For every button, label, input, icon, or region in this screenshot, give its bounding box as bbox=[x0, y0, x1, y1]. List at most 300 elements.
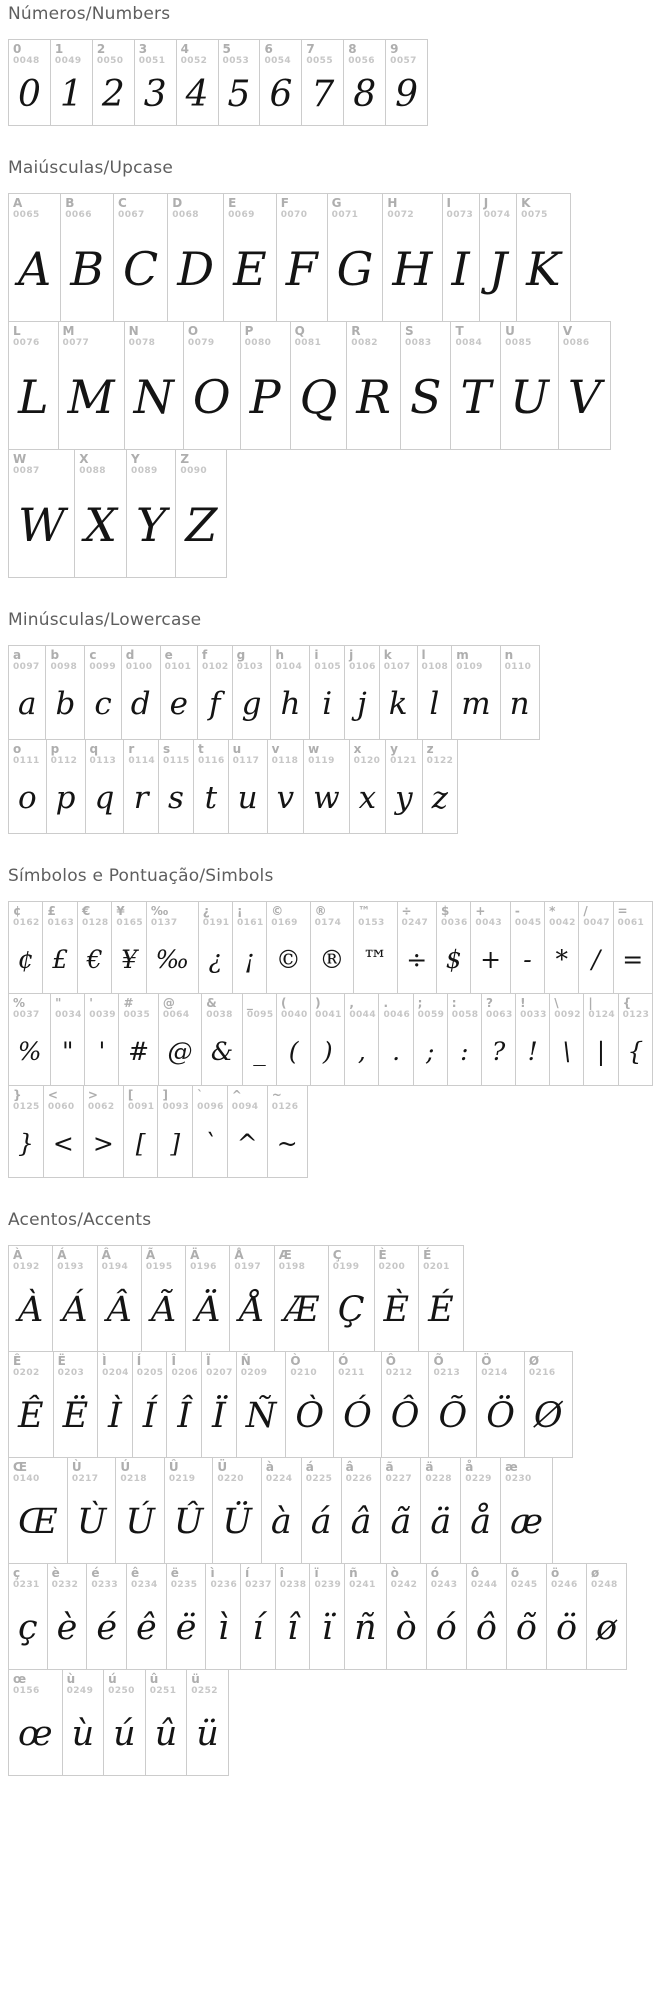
char-label: N bbox=[128, 324, 139, 338]
char-glyph: X bbox=[84, 498, 118, 552]
char-cell bbox=[343, 39, 386, 126]
char-label: P bbox=[244, 324, 254, 338]
char-cell bbox=[618, 993, 653, 1086]
char-label: Õ bbox=[433, 1354, 444, 1368]
char-cell bbox=[274, 1245, 329, 1352]
char-label: , bbox=[349, 996, 354, 1010]
char-cell-meta bbox=[9, 1086, 43, 1113]
char-cell bbox=[516, 193, 570, 322]
char-code: 0043 bbox=[475, 918, 503, 928]
char-glyph: û bbox=[154, 1714, 178, 1754]
char-cell-meta bbox=[375, 1246, 419, 1273]
char-cell-meta bbox=[547, 1564, 586, 1591]
char-label: q bbox=[89, 742, 99, 756]
char-code: 0063 bbox=[485, 1010, 513, 1020]
char-glyph: ! bbox=[527, 1036, 538, 1066]
char-code: 0106 bbox=[349, 662, 376, 672]
char-cell-meta bbox=[619, 994, 652, 1021]
char-label: ® bbox=[314, 904, 327, 918]
char-label: ó bbox=[430, 1566, 439, 1580]
char-code: 0046 bbox=[383, 1010, 411, 1020]
char-label: ¢ bbox=[13, 904, 22, 918]
char-cell-meta bbox=[202, 1352, 236, 1379]
char-label: m bbox=[456, 648, 469, 662]
char-code: 0202 bbox=[13, 1368, 40, 1378]
char-label: ? bbox=[485, 996, 493, 1010]
char-cell bbox=[212, 1457, 262, 1564]
char-cell-meta bbox=[262, 1458, 301, 1485]
char-cell-meta bbox=[9, 994, 50, 1021]
char-label: Î bbox=[171, 1354, 176, 1368]
char-cell bbox=[259, 39, 302, 126]
char-glyph: N bbox=[133, 370, 174, 424]
char-code: 0044 bbox=[349, 1010, 376, 1020]
glyph-row bbox=[8, 993, 653, 1086]
char-glyph: ì bbox=[217, 1608, 229, 1648]
char-glyph: C bbox=[123, 242, 159, 296]
char-code: 0055 bbox=[306, 56, 333, 66]
char-code: 0035 bbox=[123, 1010, 151, 1020]
char-glyph: T bbox=[460, 370, 492, 424]
char-code: 0224 bbox=[265, 1474, 293, 1484]
char-cell bbox=[8, 1351, 54, 1458]
char-label: y bbox=[390, 742, 398, 756]
char-cell bbox=[276, 993, 311, 1086]
char-cell bbox=[60, 193, 114, 322]
char-cell-meta bbox=[383, 194, 441, 221]
char-label: ü bbox=[191, 1672, 200, 1686]
char-label: û bbox=[149, 1672, 159, 1686]
char-glyph: 3 bbox=[143, 73, 167, 115]
char-cell-meta bbox=[429, 1352, 476, 1379]
char-glyph: D bbox=[177, 242, 215, 296]
char-glyph: ? bbox=[491, 1036, 506, 1066]
char-cell-meta bbox=[345, 994, 378, 1021]
char-code: 0084 bbox=[455, 338, 483, 348]
char-cell bbox=[113, 193, 168, 322]
char-cell bbox=[267, 1085, 308, 1178]
char-cell-meta bbox=[116, 1458, 164, 1485]
char-cell bbox=[470, 901, 510, 994]
char-cell-meta bbox=[550, 994, 583, 1021]
char-code: 0226 bbox=[345, 1474, 373, 1484]
char-cell bbox=[270, 645, 310, 740]
char-cell-meta bbox=[9, 646, 45, 673]
char-glyph: Ê bbox=[18, 1396, 44, 1436]
char-cell bbox=[97, 1351, 133, 1458]
char-cell bbox=[374, 1245, 420, 1352]
char-glyph: õ bbox=[515, 1608, 537, 1648]
char-code: 0212 bbox=[385, 1368, 413, 1378]
char-label: à bbox=[265, 1460, 274, 1474]
char-cell-meta bbox=[219, 40, 260, 67]
char-cell bbox=[344, 645, 380, 740]
char-cell bbox=[218, 39, 261, 126]
char-cell bbox=[223, 193, 277, 322]
char-cell-meta bbox=[206, 1564, 240, 1591]
char-code: 0052 bbox=[180, 56, 208, 66]
char-cell bbox=[385, 739, 423, 834]
char-code: 0239 bbox=[314, 1580, 342, 1590]
char-code: 0161 bbox=[236, 918, 264, 928]
char-label: T bbox=[455, 324, 464, 338]
char-cell-meta bbox=[277, 994, 310, 1021]
char-code: 0058 bbox=[451, 1010, 479, 1020]
char-code: 0088 bbox=[79, 466, 106, 476]
glyph-row bbox=[8, 321, 653, 450]
char-glyph: í bbox=[252, 1608, 264, 1648]
char-glyph: M bbox=[67, 370, 115, 424]
char-cell-meta bbox=[587, 1564, 626, 1591]
char-glyph: V bbox=[567, 370, 602, 424]
char-glyph: _ bbox=[253, 1036, 266, 1066]
char-glyph: q bbox=[94, 780, 115, 816]
char-label: ; bbox=[417, 996, 423, 1010]
char-cell-meta bbox=[168, 194, 223, 221]
char-cell-meta bbox=[345, 646, 379, 673]
char-cell bbox=[301, 39, 344, 126]
char-code: 0196 bbox=[190, 1262, 217, 1272]
char-cell-meta bbox=[452, 646, 499, 673]
char-cell bbox=[344, 993, 379, 1086]
char-cell bbox=[447, 993, 482, 1086]
char-cell bbox=[586, 1563, 627, 1670]
char-cell-meta bbox=[559, 322, 610, 349]
char-glyph: F bbox=[285, 242, 318, 296]
char-cell bbox=[510, 901, 545, 994]
char-code: 0229 bbox=[465, 1474, 492, 1484]
char-glyph: Î bbox=[177, 1396, 192, 1436]
char-glyph: ' bbox=[98, 1036, 106, 1066]
char-label: © bbox=[271, 904, 284, 918]
char-cell bbox=[126, 449, 176, 578]
char-cell-meta bbox=[51, 994, 84, 1021]
char-cell-meta bbox=[177, 40, 218, 67]
char-glyph: f bbox=[209, 686, 221, 722]
char-label: . bbox=[383, 996, 389, 1010]
char-cell bbox=[327, 193, 384, 322]
char-cell-meta bbox=[84, 1086, 123, 1113]
char-cell-meta bbox=[167, 1564, 206, 1591]
char-glyph: ä bbox=[430, 1502, 452, 1542]
char-cell-meta bbox=[241, 322, 290, 349]
char-label: ä bbox=[425, 1460, 434, 1474]
char-cell bbox=[500, 1457, 553, 1564]
char-cell-meta bbox=[342, 1458, 381, 1485]
char-cell bbox=[344, 1563, 387, 1670]
char-cell-meta bbox=[51, 40, 92, 67]
char-glyph: < bbox=[52, 1128, 74, 1158]
char-cell bbox=[476, 1351, 525, 1458]
char-cell bbox=[417, 645, 453, 740]
char-label: Ú bbox=[120, 1460, 131, 1474]
char-cell bbox=[115, 1457, 165, 1564]
char-code: 0108 bbox=[421, 662, 449, 672]
char-glyph: a bbox=[18, 686, 37, 722]
char-glyph: è bbox=[56, 1608, 78, 1648]
char-label: ] bbox=[162, 1088, 168, 1102]
char-glyph: b bbox=[55, 686, 76, 722]
char-code: 0116 bbox=[197, 756, 225, 766]
char-label: A bbox=[13, 196, 23, 210]
char-cell bbox=[420, 1457, 461, 1564]
char-glyph: ñ bbox=[354, 1608, 377, 1648]
char-cell bbox=[236, 1351, 287, 1458]
char-label: < bbox=[47, 1088, 58, 1102]
char-glyph: Z bbox=[185, 498, 218, 552]
char-cell bbox=[309, 1563, 345, 1670]
char-label: g bbox=[236, 648, 246, 662]
char-code: 0216 bbox=[528, 1368, 556, 1378]
char-glyph: Ï bbox=[212, 1396, 226, 1436]
char-label: Å bbox=[234, 1248, 244, 1262]
char-cell bbox=[185, 1245, 230, 1352]
char-code: 0095 bbox=[246, 1010, 274, 1020]
char-label: d bbox=[125, 648, 135, 662]
char-code: 0219 bbox=[168, 1474, 196, 1484]
char-label: ã bbox=[385, 1460, 394, 1474]
char-cell bbox=[8, 901, 43, 994]
char-cell bbox=[160, 645, 198, 740]
char-label: r bbox=[128, 742, 135, 756]
char-cell bbox=[175, 449, 227, 578]
char-cell bbox=[442, 193, 480, 322]
char-glyph: ‰ bbox=[155, 944, 190, 974]
char-label: ú bbox=[108, 1672, 117, 1686]
char-cell-meta bbox=[545, 902, 578, 929]
char-label: I bbox=[446, 196, 451, 210]
char-glyph: { bbox=[627, 1036, 644, 1066]
char-cell-meta bbox=[61, 194, 113, 221]
char-cell bbox=[123, 1085, 159, 1178]
glyph-row bbox=[8, 1457, 653, 1564]
char-label: Ö bbox=[481, 1354, 492, 1368]
char-code: 0097 bbox=[13, 662, 40, 672]
char-label: é bbox=[91, 1566, 100, 1580]
char-label: ë bbox=[170, 1566, 179, 1580]
char-code: 0252 bbox=[191, 1686, 218, 1696]
char-glyph: x bbox=[358, 780, 377, 816]
character-map-sections bbox=[8, 4, 653, 1776]
char-glyph: S bbox=[409, 370, 442, 424]
char-glyph: Ø bbox=[533, 1396, 563, 1436]
char-cell-meta bbox=[286, 1352, 333, 1379]
char-cell-meta bbox=[350, 740, 385, 767]
char-code: 0099 bbox=[89, 662, 116, 672]
char-glyph: I bbox=[451, 242, 470, 296]
char-glyph: w bbox=[313, 780, 340, 816]
glyph-row bbox=[8, 1351, 653, 1458]
char-glyph: 8 bbox=[353, 73, 377, 115]
char-code: 0036 bbox=[440, 918, 468, 928]
char-glyph: B bbox=[70, 242, 105, 296]
char-cell-meta bbox=[401, 322, 451, 349]
char-cell-meta bbox=[233, 646, 271, 673]
char-code: 0137 bbox=[150, 918, 178, 928]
char-glyph: o bbox=[18, 780, 37, 816]
char-glyph: ã bbox=[390, 1502, 412, 1542]
char-cell bbox=[193, 739, 229, 834]
char-cell-meta bbox=[344, 40, 385, 67]
char-cell bbox=[198, 901, 233, 994]
char-cell bbox=[229, 1245, 274, 1352]
char-code: 0247 bbox=[401, 918, 429, 928]
char-cell-meta bbox=[516, 994, 549, 1021]
char-label: o bbox=[13, 742, 22, 756]
char-label: Ø bbox=[528, 1354, 540, 1368]
char-code: 0199 bbox=[332, 1262, 360, 1272]
char-cell-meta bbox=[525, 1352, 572, 1379]
char-label: Ì bbox=[102, 1354, 107, 1368]
char-code: 0241 bbox=[349, 1580, 376, 1590]
char-label: Œ bbox=[13, 1460, 28, 1474]
char-cell bbox=[380, 1457, 421, 1564]
char-cell-meta bbox=[276, 1564, 310, 1591]
char-label: È bbox=[378, 1248, 387, 1262]
char-glyph: ¥ bbox=[121, 944, 138, 974]
char-glyph: ( bbox=[288, 1036, 299, 1066]
char-code: 0049 bbox=[54, 56, 82, 66]
char-glyph: Ç bbox=[337, 1290, 365, 1330]
char-cell-meta bbox=[75, 450, 126, 477]
char-cell-meta bbox=[9, 194, 60, 221]
char-cell bbox=[460, 1457, 501, 1564]
char-code: 0080 bbox=[244, 338, 272, 348]
char-cell-meta bbox=[194, 740, 228, 767]
char-cell-meta bbox=[187, 1670, 228, 1697]
char-cell bbox=[67, 1457, 117, 1564]
char-label: : bbox=[451, 996, 457, 1010]
char-label: Ë bbox=[57, 1354, 66, 1368]
char-label: \ bbox=[554, 996, 559, 1010]
char-code: 0245 bbox=[510, 1580, 538, 1590]
char-glyph: Ù bbox=[76, 1502, 107, 1542]
char-cell-meta bbox=[419, 1246, 463, 1273]
char-cell-meta bbox=[133, 1352, 167, 1379]
char-cell-meta bbox=[53, 1246, 96, 1273]
char-code: 0211 bbox=[338, 1368, 365, 1378]
char-cell-meta bbox=[382, 1352, 429, 1379]
char-cell-meta bbox=[119, 994, 157, 1021]
char-code: 0218 bbox=[120, 1474, 147, 1484]
char-glyph: > bbox=[92, 1128, 114, 1158]
char-cell-meta bbox=[98, 1246, 141, 1273]
char-label: ç bbox=[13, 1566, 21, 1580]
char-cell-meta bbox=[146, 1670, 187, 1697]
char-code: 0209 bbox=[240, 1368, 268, 1378]
char-glyph: n bbox=[509, 686, 530, 722]
char-code: 0115 bbox=[163, 756, 190, 766]
char-glyph: \ bbox=[562, 1036, 572, 1066]
char-cell-meta bbox=[44, 1086, 83, 1113]
char-label: 8 bbox=[348, 42, 357, 56]
char-cell bbox=[466, 1563, 507, 1670]
char-glyph: À bbox=[18, 1290, 44, 1330]
char-code: 0062 bbox=[87, 1102, 115, 1112]
char-label: D bbox=[172, 196, 183, 210]
char-cell bbox=[506, 1563, 547, 1670]
char-label: ï bbox=[314, 1566, 319, 1580]
char-cell bbox=[426, 1563, 467, 1670]
glyph-row bbox=[8, 193, 653, 322]
char-glyph: ¡ bbox=[244, 944, 255, 974]
char-cell-meta bbox=[176, 450, 226, 477]
char-cell bbox=[8, 1669, 63, 1776]
char-code: 0195 bbox=[145, 1262, 173, 1272]
char-code: 0038 bbox=[206, 1010, 233, 1020]
glyph-row bbox=[8, 1563, 653, 1670]
char-label: Í bbox=[136, 1354, 142, 1368]
char-label: Á bbox=[57, 1248, 67, 1262]
char-glyph: 5 bbox=[227, 73, 251, 115]
char-cell bbox=[386, 1563, 427, 1670]
char-cell bbox=[42, 901, 77, 994]
char-label: å bbox=[465, 1460, 474, 1474]
char-label: 6 bbox=[264, 42, 273, 56]
char-cell-meta bbox=[85, 646, 120, 673]
char-label: w bbox=[308, 742, 320, 756]
char-cell bbox=[428, 1351, 477, 1458]
char-glyph: œ bbox=[18, 1714, 53, 1754]
char-glyph: L bbox=[18, 370, 49, 424]
char-cell-meta bbox=[387, 1564, 426, 1591]
char-cell-meta bbox=[467, 1564, 506, 1591]
char-label: Ó bbox=[338, 1354, 349, 1368]
glyph-row bbox=[8, 1085, 653, 1178]
char-glyph: É bbox=[428, 1290, 454, 1330]
char-label: œ bbox=[13, 1672, 27, 1686]
char-code: 0112 bbox=[50, 756, 78, 766]
char-code: 0194 bbox=[101, 1262, 129, 1272]
char-glyph: Å bbox=[239, 1290, 265, 1330]
char-glyph: P bbox=[249, 370, 281, 424]
char-code: 0070 bbox=[280, 210, 308, 220]
char-cell bbox=[242, 993, 277, 1086]
char-cell bbox=[145, 1669, 188, 1776]
char-label: ÷ bbox=[401, 904, 412, 918]
glyph-row bbox=[8, 1245, 653, 1352]
char-code: 0074 bbox=[483, 210, 511, 220]
char-cell bbox=[613, 901, 653, 994]
char-code: 0220 bbox=[217, 1474, 244, 1484]
char-code: 0250 bbox=[108, 1686, 135, 1696]
char-code: 0110 bbox=[504, 662, 532, 672]
char-glyph: ~ bbox=[276, 1128, 298, 1158]
char-glyph: ü bbox=[196, 1714, 219, 1754]
char-code: 0125 bbox=[13, 1102, 40, 1112]
char-cell bbox=[381, 1351, 430, 1458]
char-cell-meta bbox=[260, 40, 301, 67]
char-glyph: p bbox=[55, 780, 76, 816]
char-cell bbox=[8, 1245, 53, 1352]
char-label: u bbox=[232, 742, 242, 756]
char-label: V bbox=[562, 324, 573, 338]
char-label: ` bbox=[197, 1088, 204, 1102]
char-label: - bbox=[514, 904, 520, 918]
char-cell-meta bbox=[230, 1246, 273, 1273]
char-glyph: | bbox=[596, 1036, 606, 1066]
char-glyph: é bbox=[96, 1608, 118, 1648]
char-cell bbox=[53, 1351, 99, 1458]
char-label: Ç bbox=[332, 1248, 342, 1262]
char-code: 0111 bbox=[13, 756, 40, 766]
char-glyph: Ñ bbox=[245, 1396, 277, 1436]
char-cell bbox=[310, 901, 354, 994]
char-cell-meta bbox=[186, 1246, 229, 1273]
char-cell-meta bbox=[78, 902, 111, 929]
char-glyph: Ú bbox=[125, 1502, 155, 1542]
section-symbols bbox=[8, 866, 653, 1178]
